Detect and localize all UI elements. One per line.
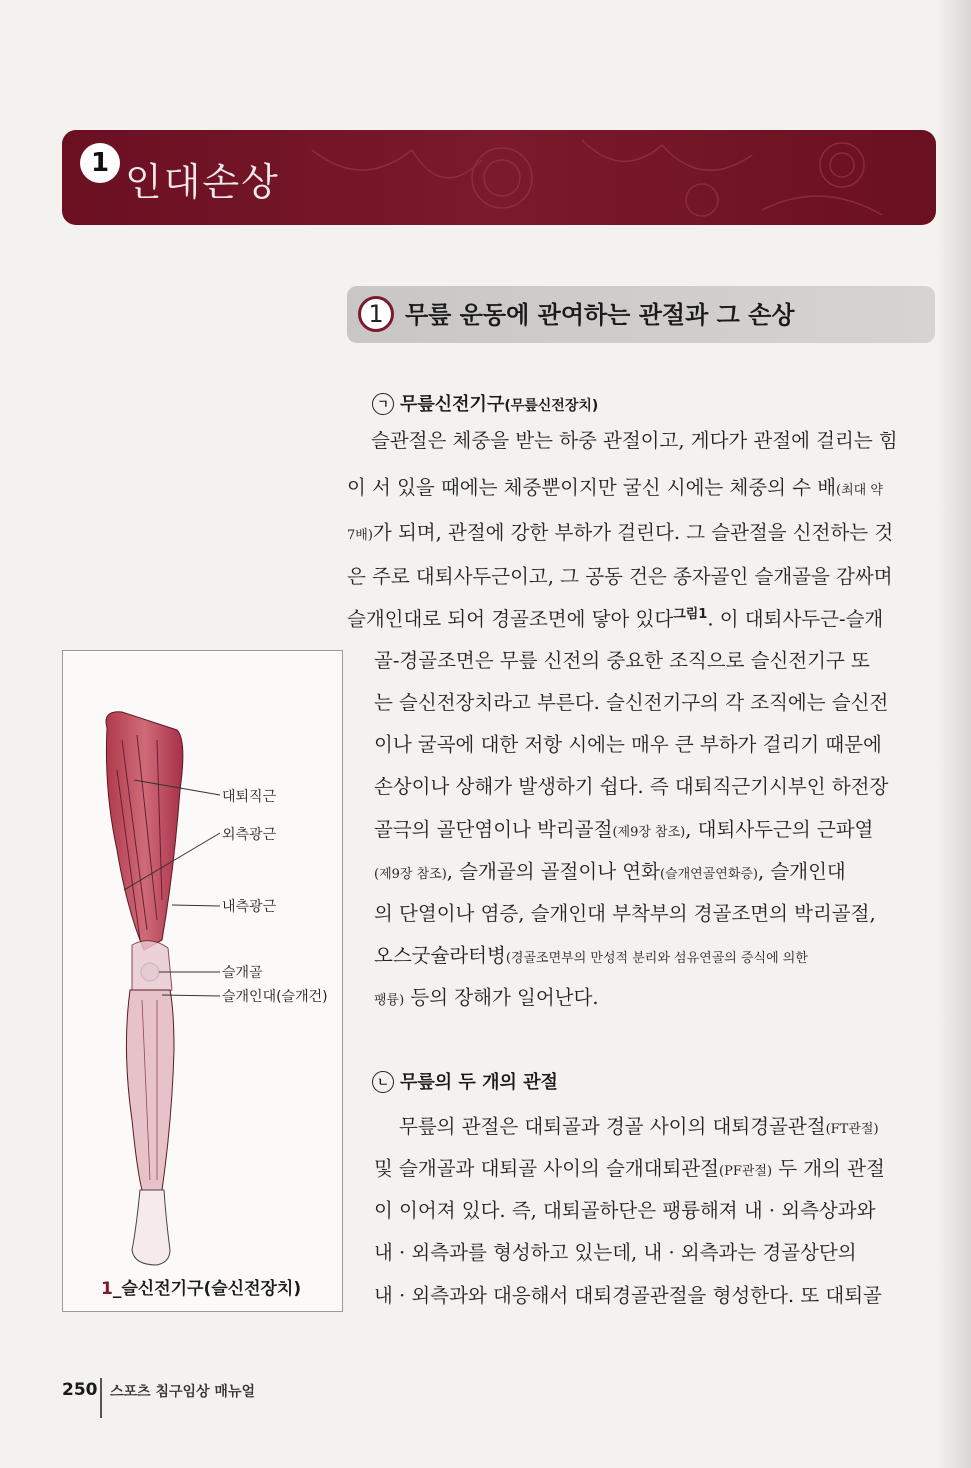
subsection-a-heading: [372, 392, 598, 419]
subsection-a-title: 무릎신전기구: [400, 394, 505, 415]
body-a-line-2: 이 서 있을 때에는 체중뿐이지만 굴신 시에는 체중의 수 배(최대 약: [347, 476, 883, 499]
subsection-b-marker: ㄴ: [372, 1071, 394, 1093]
body-a-line-8: 이나 굴곡에 대한 저항 시에는 매우 큰 부하가 걸리기 때문에: [374, 733, 882, 756]
figure-caption: [101, 1274, 301, 1299]
body-a-line-10: 골극의 골단염이나 박리골절(제9장 참조), 대퇴사두근의 근파열: [374, 818, 874, 841]
body-a-line-14: 팽륭) 등의 장해가 일어난다.: [374, 986, 599, 1009]
body-a-line-13: 오스굿슐라터병(경골조면부의 만성적 분리와 섬유연골의 증식에 의한: [374, 944, 808, 967]
foot: [132, 1190, 170, 1265]
body-b-line-4: 내 · 외측과를 형성하고 있는데, 내 · 외측과는 경골상단의: [374, 1241, 857, 1264]
section-title: 무릎 운동에 관여하는 관절과 그 손상: [405, 301, 795, 329]
body-a-line-7: 는 슬신전장치라고 부른다. 슬신전기구의 각 조직에는 슬신전: [374, 691, 889, 714]
leader-vastus-medialis: [172, 905, 220, 906]
lower-leg: [126, 990, 174, 1190]
chapter-number-badge: 1: [80, 143, 120, 183]
body-a-line-4: 은 주로 대퇴사두근이고, 그 공동 건은 종자골인 슬개골을 감싸며: [347, 565, 893, 588]
label-vastus-medialis: 내측광근: [222, 899, 277, 915]
body-a-line-11: (제9장 참조), 슬개골의 골절이나 연화(슬개연골연화증), 슬개인대: [374, 860, 846, 883]
subsection-b-heading: [372, 1070, 558, 1096]
body-a-line-9: 손상이나 상해가 발생하기 쉽다. 즉 대퇴직근기시부인 하전장: [374, 775, 889, 798]
body-a-line-3: 7배)가 되며, 관절에 강한 부하가 걸린다. 그 슬관절을 신전하는 것: [347, 521, 894, 544]
knee-region: [132, 941, 172, 996]
figure-reference: 그림1: [673, 607, 708, 622]
leg-muscle-illustration: [62, 650, 343, 1312]
body-a-line-5: 슬개인대로 되어 경골조면에 닿아 있다$^{그림1}$. 이 대퇴사두근-슬개: [347, 607, 884, 631]
label-vastus-lateralis: 외측광근: [222, 827, 277, 843]
footer-divider: [100, 1378, 102, 1418]
body-a-line-6: 골-경골조면은 무릎 신전의 중요한 조직으로 슬신전기구 또: [374, 649, 870, 672]
subsection-a-marker: ㄱ: [372, 393, 394, 415]
book-title: 스포츠 침구임상 매뉴얼: [110, 1384, 255, 1400]
chapter-title: 인대손상: [125, 160, 280, 204]
body-b-line-3: 이 이어져 있다. 즉, 대퇴골하단은 팽륭해져 내 · 외측상과와: [374, 1199, 876, 1222]
figure-caption-number: 1: [101, 1279, 113, 1299]
body-a-line-1: 슬관절은 체중을 받는 하중 관절이고, 게다가 관절에 걸리는 힘: [371, 429, 898, 452]
page-edge-shadow: [937, 0, 971, 1468]
label-patella: 슬개골: [222, 965, 263, 981]
section-number-badge: 1: [358, 296, 394, 332]
body-a-line-12: 의 단열이나 염증, 슬개인대 부착부의 경골조면의 박리골절,: [374, 902, 876, 925]
label-rectus-femoris: 대퇴직근: [222, 789, 277, 805]
label-patellar-ligament: 슬개인대(슬개건): [222, 989, 328, 1005]
body-b-line-2: 및 슬개골과 대퇴골 사이의 슬개대퇴관절(PF관절) 두 개의 관절: [374, 1157, 885, 1180]
page-number: 250: [62, 1380, 98, 1400]
subsection-b-title: 무릎의 두 개의 관절: [400, 1072, 558, 1093]
figure-caption-text: _슬신전기구(슬신전장치): [112, 1279, 302, 1299]
subsection-a-note: (무릎신전장치): [504, 398, 599, 414]
body-b-line-1: 무릎의 관절은 대퇴골과 경골 사이의 대퇴경골관절(FT관절): [399, 1115, 879, 1138]
body-b-line-5: 내 · 외측과와 대응해서 대퇴경골관절을 형성한다. 또 대퇴골: [374, 1284, 882, 1307]
